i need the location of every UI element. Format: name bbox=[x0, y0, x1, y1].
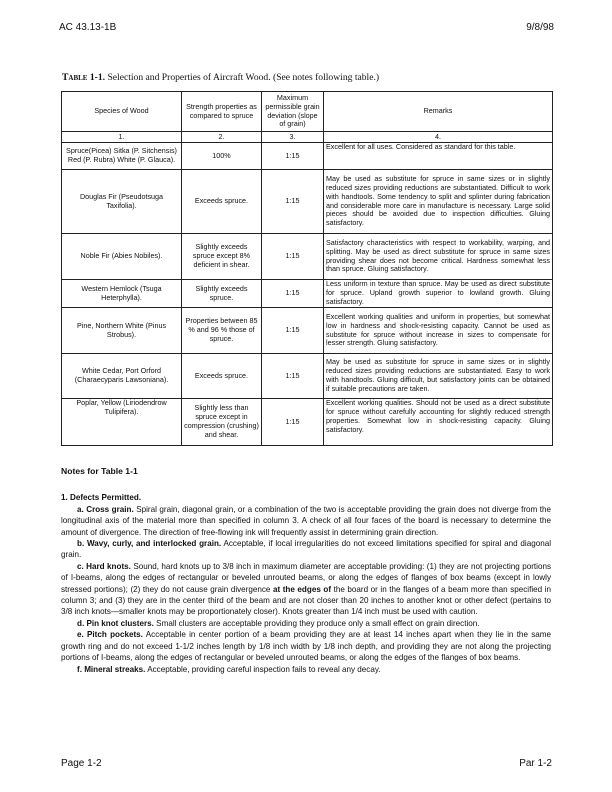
header-species: Species of Wood bbox=[62, 92, 182, 132]
note-text: Small clusters are acceptable providing they produce only a small effect on grain direction. bbox=[156, 618, 480, 628]
strength-cell: Properties between 85 % and 96 % those of spruce. bbox=[182, 308, 262, 354]
note-text: Acceptable in center portion of a beam providing they are at least 14 inches apart when they lie in the same growth ring and do not exceed 1-1/2 inches length by 1/8 inch width by 1/8 inch depth, and providing they are not along the projecting portions of I-beams, along the edges of rectangular or beveled unrouted beams, or along the edges of the flanges of box beams. bbox=[61, 630, 552, 663]
table-row bbox=[62, 354, 553, 399]
species-cell: Noble Fir (Abies Nobiles). bbox=[62, 234, 182, 280]
grain-cell: 1:15 bbox=[262, 143, 324, 170]
grain-cell: 1:15 bbox=[262, 308, 324, 354]
table-row bbox=[62, 399, 553, 446]
strength-cell: Exceeds spruce. bbox=[182, 354, 262, 399]
notes-title: Notes for Table 1-1 bbox=[61, 466, 138, 476]
header-strength: Strength properties as compared to spruce bbox=[182, 92, 262, 132]
species-cell: Western Hemlock (Tsuga Heterphylla). bbox=[62, 280, 182, 308]
table-caption-label: Table 1-1. bbox=[62, 72, 106, 83]
remarks-cell: May be used as substitute for spruce in same sizes or in slightly reduced sizes providing reductions are substantiated. Easy to work with handtools. Gluing difficult, but satisfactory joints can be obtained if suitable precautions are taken. bbox=[324, 354, 553, 399]
table-row bbox=[62, 143, 553, 170]
column-number: 4. bbox=[324, 132, 553, 143]
notes-section-heading: 1. Defects Permitted. bbox=[61, 493, 142, 503]
strength-cell: Slightly exceeds spruce except 8% deficient in shear. bbox=[182, 234, 262, 280]
note-wavy-grain bbox=[61, 538, 551, 561]
note-title: f. Mineral streaks. bbox=[77, 664, 146, 674]
grain-cell: 1:15 bbox=[262, 170, 324, 234]
note-title: d. Pin knot clusters. bbox=[77, 618, 154, 628]
remarks-cell: Excellent for all uses. Considered as standard for this table. bbox=[324, 143, 553, 170]
table-caption-text: Selection and Properties of Aircraft Wood. (See notes following table.) bbox=[107, 72, 380, 83]
grain-cell: 1:15 bbox=[262, 280, 324, 308]
note-pitch-pockets bbox=[61, 629, 551, 663]
strength-cell: 100% bbox=[182, 143, 262, 170]
note-emphasis: at the edges of bbox=[272, 584, 332, 594]
remarks-cell: Less uniform in texture than spruce. May be used as direct substitute for spruce. Upland growth superior to lowland growth. Gluing satisfactory. bbox=[324, 280, 553, 308]
grain-cell: 1:15 bbox=[262, 234, 324, 280]
table-header-row bbox=[62, 92, 553, 132]
column-number: 1. bbox=[62, 132, 182, 143]
paragraph-reference: Par 1-2 bbox=[519, 758, 552, 769]
remarks-cell: Excellent working qualities and uniform in properties, but somewhat low in hardness and shock-resisting capacity. Cannot be used as substitute for spruce without increase in sizes to compensate for lesser strength. Gluing satisfactory. bbox=[324, 308, 553, 354]
note-text: Sound, hard knots up to 3/8 inch in maximum diameter are acceptable providing: (1) they are not projecting portions of I-beams, along the edges of rectangular or beveled unrouted beams, or along the edges of flanges of box beams (except in lowly stressed portions); (2) they do not cause grain divergence bbox=[61, 561, 551, 594]
grain-cell: 1:15 bbox=[262, 354, 324, 399]
species-cell: Poplar, Yellow (Liriodendrow Tulipifera). bbox=[62, 399, 182, 446]
strength-cell: Slightly less than spruce except in compression (crushing) and shear. bbox=[182, 399, 262, 446]
note-pin-knots bbox=[61, 618, 551, 629]
document-date: 9/8/98 bbox=[526, 22, 554, 33]
header-grain-deviation: Maximum permissible grain deviation (slope of grain) bbox=[262, 92, 324, 132]
table-row bbox=[62, 308, 553, 354]
note-title: b. Wavy, curly, and interlocked grain. bbox=[77, 539, 222, 549]
note-text: Acceptable, providing careful inspection fails to reveal any decay. bbox=[147, 664, 381, 674]
note-cross-grain bbox=[61, 504, 551, 538]
table-caption bbox=[62, 72, 379, 83]
column-number: 3. bbox=[262, 132, 324, 143]
species-cell: Pine, Northern White (Pinus Strobus). bbox=[62, 308, 182, 354]
column-number: 2. bbox=[182, 132, 262, 143]
note-mineral-streaks bbox=[61, 664, 551, 675]
grain-cell: 1:15 bbox=[262, 399, 324, 446]
remarks-cell: Excellent working qualities. Should not be used as a direct substitute for spruce without carefully accounting for slightly reduced strength properties. Somewhat low in shock-resisting capacity. Gluing satisfactory. bbox=[324, 399, 553, 446]
table-row bbox=[62, 280, 553, 308]
strength-cell: Slightly exceeds spruce. bbox=[182, 280, 262, 308]
page-number: Page 1-2 bbox=[61, 758, 102, 769]
species-cell: Spruce(Picea) Sitka (P. Sitchensis) Red (P. Rubra) White (P. Glauca). bbox=[62, 143, 182, 170]
note-hard-knots bbox=[61, 561, 551, 618]
strength-cell: Exceeds spruce. bbox=[182, 170, 262, 234]
note-title: a. Cross grain. bbox=[77, 504, 134, 514]
table-row bbox=[62, 170, 553, 234]
species-cell: White Cedar, Port Orford (Charaecyparis Lawsoniana). bbox=[62, 354, 182, 399]
column-number-row bbox=[62, 132, 553, 143]
note-title: c. Hard knots. bbox=[77, 561, 131, 571]
remarks-cell: May be used as substitute for spruce in same sizes or in slightly reduced sizes providing reductions are substantiated. Difficult to work with handtools. Some tendency to split and splinter during fabrication and considerable more care in manufacture is necessary. Large solid pieces should be avoided due to inspection difficulties. Gluing satisfactory. bbox=[324, 170, 553, 234]
note-title: e. Pitch pockets. bbox=[77, 630, 143, 640]
note-text: Spiral grain, diagonal grain, or a combination of the two is acceptable providing the grain does not diverge from the longitudinal axis of the material more than specified in column 3. A check of all four faces of the board is necessary to determine the amount of divergence. The direction of free-flowing ink will frequently assist in determining grain direction. bbox=[61, 504, 552, 537]
table-row bbox=[62, 234, 553, 280]
header-remarks: Remarks bbox=[324, 92, 553, 132]
table-notes bbox=[61, 466, 551, 675]
remarks-cell: Satisfactory characteristics with respect to workability, warping, and splitting. May be used as direct substitute for spruce in same sizes providing shear does not become critical. Hardness somewhat less than spruce. Gluing satisfactory. bbox=[324, 234, 553, 280]
wood-properties-table bbox=[61, 91, 553, 446]
document-id: AC 43.13-1B bbox=[59, 22, 117, 33]
note-text: Acceptable, if local irregularities do not exceed limitations specified for spiral and diagonal grain. bbox=[61, 539, 551, 560]
note-text: the board or in the flanges of a beam more than specified in column 3; and (3) they are in the center third of the beam and are not closer than 20 inches to another knot or other defect (pertains to 3/8 inch knots—smaller knots may be proportionately closer). Knots greater than 1/4 inch must be used with caution. bbox=[61, 584, 552, 617]
species-cell: Douglas Fir (Pseudotsuga Taxifolia). bbox=[62, 170, 182, 234]
